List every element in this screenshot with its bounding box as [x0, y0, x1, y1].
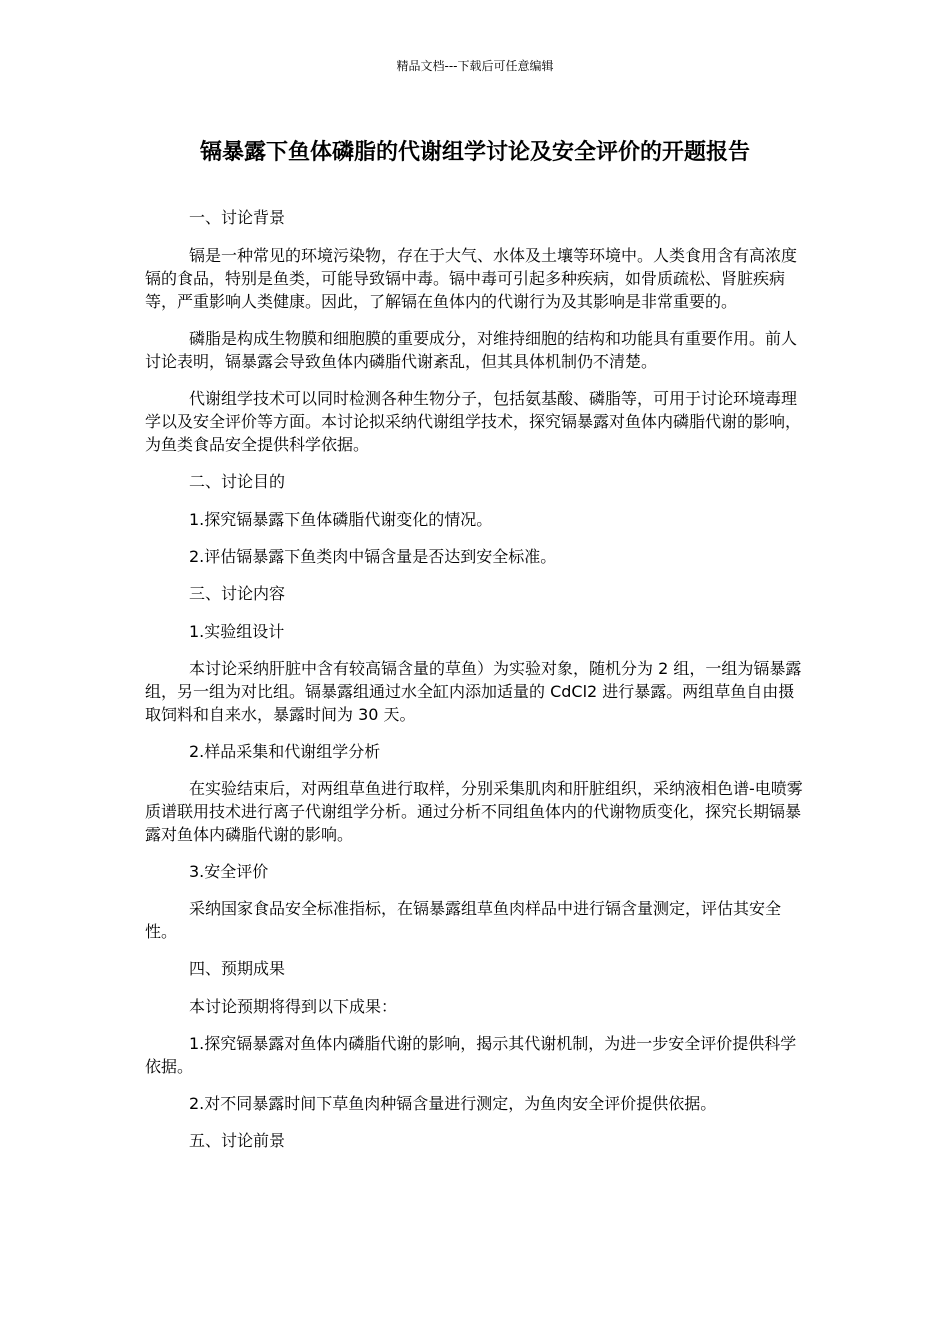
- outcomes-intro: 本讨论预期将得到以下成果：: [189, 997, 398, 1016]
- purpose-item-2: 2.评估镉暴露下鱼类肉中镉含量是否达到安全标准。: [189, 547, 557, 566]
- content-subheading-design: 1.实验组设计: [189, 622, 285, 641]
- section-heading-background: 一、讨论背景: [189, 208, 286, 227]
- purpose-item-1: 1.探究镉暴露下鱼体磷脂代谢变化的情况。: [189, 510, 493, 529]
- outcomes-item-2: 2.对不同暴露时间下草鱼肉种镉含量进行测定，为鱼肉安全评价提供依据。: [189, 1094, 717, 1113]
- outcomes-item-1: 1.探究镉暴露对鱼体内磷脂代谢的影响，揭示其代谢机制，为进一步安全评价提供科学依据。: [145, 1034, 797, 1076]
- background-paragraph-3: 代谢组学技术可以同时检测各种生物分子，包括氨基酸、磷脂等，可用于讨论环境毒理学以及安全评价等方面。本讨论拟采纳代谢组学技术，探究镉暴露对鱼体内磷脂代谢的影响，为鱼类食品安全提供科学依据。: [145, 389, 802, 454]
- content-subheading-sampling: 2.样品采集和代谢组学分析: [189, 742, 381, 761]
- section-heading-prospects: 五、讨论前景: [189, 1131, 286, 1150]
- content-subheading-safety: 3.安全评价: [189, 862, 269, 881]
- document-title: 镉暴露下鱼体磷脂的代谢组学讨论及安全评价的开题报告: [199, 140, 750, 165]
- background-paragraph-2: 磷脂是构成生物膜和细胞膜的重要成分，对维持细胞的结构和功能具有重要作用。前人讨论表明，镉暴露会导致鱼体内磷脂代谢紊乱，但其具体机制仍不清楚。: [145, 329, 798, 371]
- content-paragraph-safety: 采纳国家食品安全标准指标，在镉暴露组草鱼肉样品中进行镉含量测定，评估其安全性。: [145, 899, 782, 941]
- section-heading-purpose: 二、讨论目的: [189, 472, 286, 491]
- content-paragraph-sampling: 在实验结束后，对两组草鱼进行取样，分别采集肌肉和肝脏组织，采纳液相色谱-电喷雾质谱联用技术进行离子代谢组学分析。通过分析不同组鱼体内的代谢物质变化，探究长期镉暴露对鱼体内磷脂代谢的影响。: [145, 779, 803, 844]
- document-body: [145, 206, 810, 1167]
- section-heading-content: 三、讨论内容: [189, 584, 286, 603]
- background-paragraph-1: 镉是一种常见的环境污染物，存在于大气、水体及土壤等环境中。人类食用含有高浓度镉的食品，特别是鱼类，可能导致镉中毒。镉中毒可引起多种疾病，如骨质疏松、肾脏疾病等，严重影响人类健康。因此，了解镉在鱼体内的代谢行为及其影响是非常重要的。: [145, 246, 798, 311]
- page-header: 精品文档---下载后可任意编辑: [396, 59, 554, 73]
- content-paragraph-design: 本讨论采纳肝脏中含有较高镉含量的草鱼）为实验对象，随机分为 2 组，一组为镉暴露组，另一组为对比组。镉暴露组通过水全缸内添加适量的 CdCl2 进行暴露。两组草鱼自由摄取饲料和自来水，暴露时间为 30 天。: [145, 659, 802, 724]
- section-heading-outcomes: 四、预期成果: [189, 959, 286, 978]
